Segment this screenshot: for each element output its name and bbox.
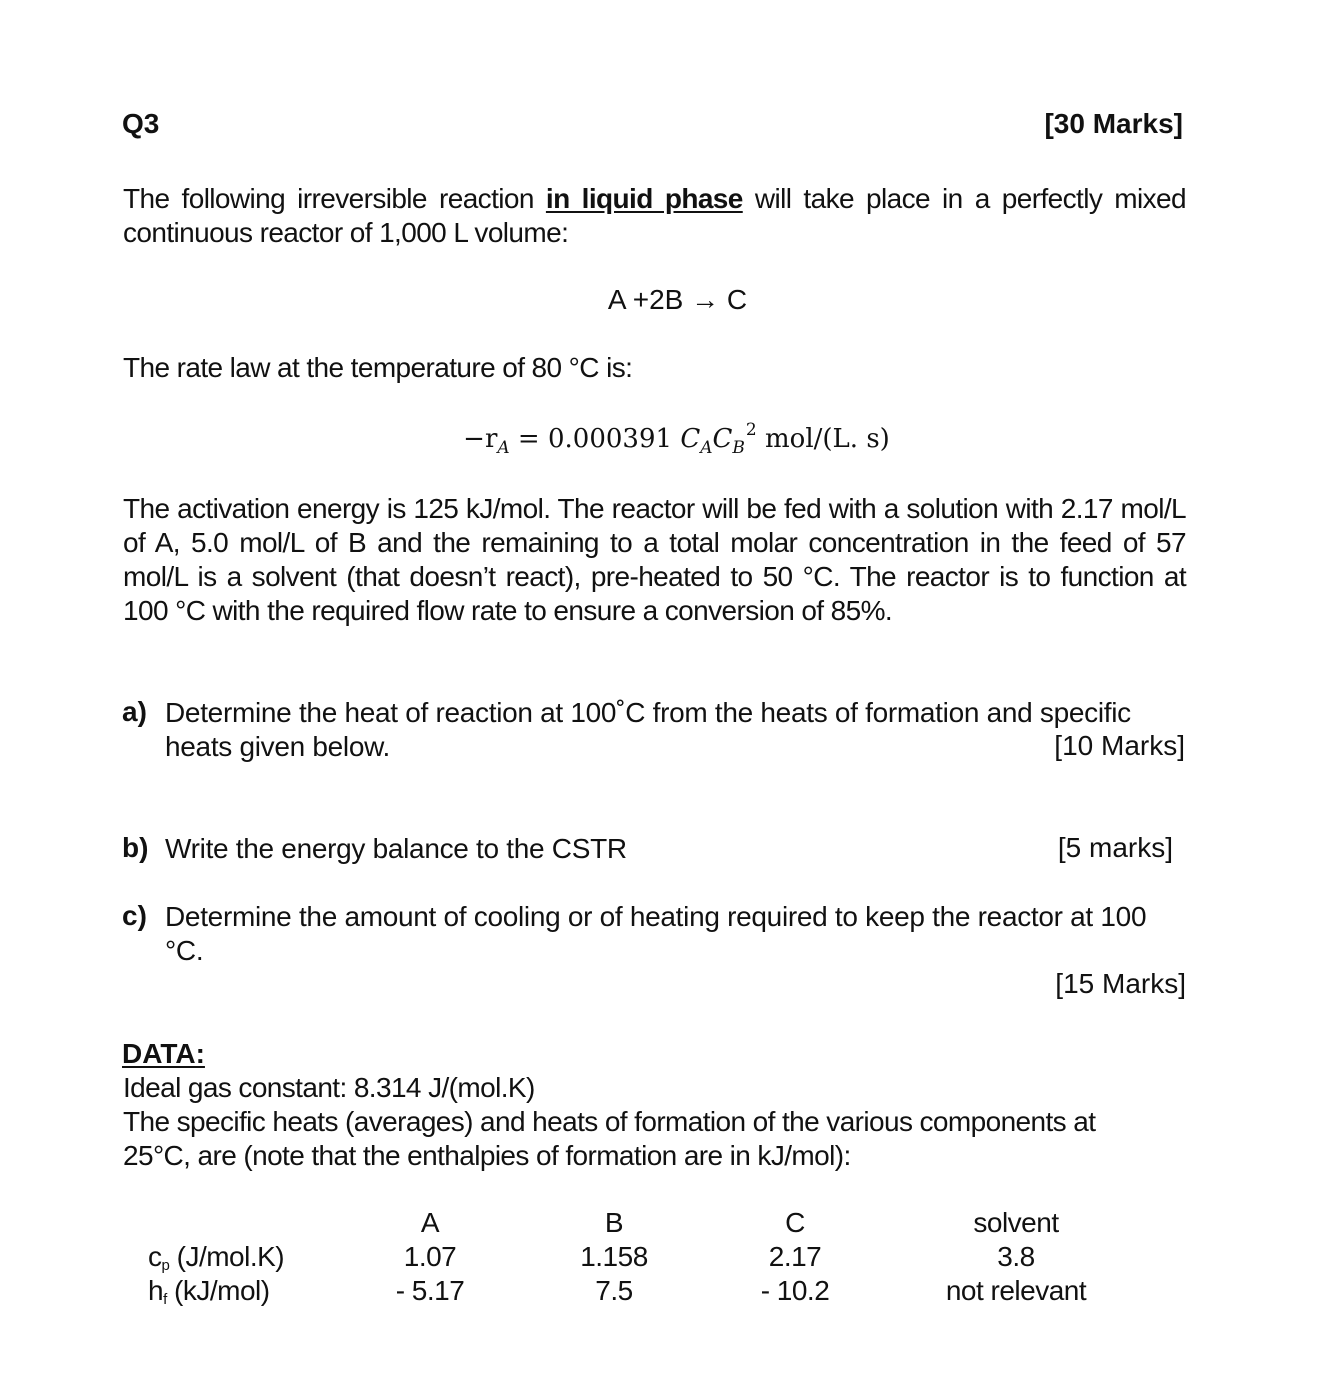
conc-b: C bbox=[712, 424, 733, 454]
intro-text-start: The following irreversible reaction bbox=[123, 183, 546, 214]
cell-cp-solvent: 3.8 bbox=[997, 1241, 1035, 1272]
cell-cp-c: 2.17 bbox=[768, 1241, 822, 1272]
question-a-line1: Determine the heat of reaction at 100˚C from the heats of formation and specific bbox=[165, 697, 1131, 728]
intro-paragraph bbox=[123, 182, 1186, 250]
question-c-line2: °C. bbox=[165, 935, 204, 966]
question-c-text bbox=[165, 900, 1185, 968]
cell-cp-b: 1.158 bbox=[580, 1241, 648, 1272]
rate-lhs-subscript: A bbox=[497, 438, 510, 458]
rate-units: mol/(L. s) bbox=[756, 424, 890, 454]
question-a-text bbox=[165, 696, 1185, 764]
column-header-c: C bbox=[785, 1207, 805, 1238]
rate-lhs: −r bbox=[463, 424, 498, 454]
cell-hf-b: 7.5 bbox=[595, 1275, 633, 1306]
column-header-a: A bbox=[420, 1207, 440, 1238]
row-label-cp-main: c bbox=[148, 1241, 162, 1272]
description-paragraph: The activation energy is 125 kJ/mol. The reactor will be fed with a solution with 2.17 mol/L of A, 5.0 mol/L of B and the remaining to a total molar concentration in the feed of 57 mol/L is a solvent (that doesn’t react), pre-heated to 50 °C. The reactor is to function at 100 °C with the required flow rate to ensure a conversion of 85%. bbox=[123, 493, 1186, 626]
rate-equals: = bbox=[509, 424, 548, 454]
table-intro-line2: 25°C, are (note that the enthalpies of formation are in kJ/mol): bbox=[123, 1140, 851, 1171]
question-c-marks: [15 Marks] bbox=[1055, 968, 1186, 999]
question-a-label: a) bbox=[122, 696, 147, 727]
cell-hf-solvent: not relevant bbox=[945, 1275, 1087, 1306]
row-label-hf-sub: f bbox=[163, 1291, 167, 1308]
rate-coefficient: 0.000391 bbox=[548, 424, 681, 454]
conc-a-subscript: A bbox=[700, 438, 713, 458]
row-label-hf bbox=[148, 1274, 270, 1317]
conc-b-exponent: 2 bbox=[745, 420, 757, 440]
question-a-line2: heats given below. bbox=[165, 731, 390, 762]
cell-cp-a: 1.07 bbox=[403, 1241, 457, 1272]
table-intro-line1: The specific heats (averages) and heats of formation of the various components at bbox=[123, 1106, 1096, 1137]
column-header-b: B bbox=[604, 1207, 624, 1238]
row-label-cp-units: (J/mol.K) bbox=[169, 1241, 285, 1272]
question-a-marks: [10 Marks] bbox=[1054, 730, 1185, 761]
question-b-text: Write the energy balance to the CSTR bbox=[165, 833, 627, 864]
question-number: Q3 bbox=[122, 108, 160, 139]
row-label-hf-main: h bbox=[148, 1275, 164, 1306]
rate-law-equation bbox=[0, 420, 1341, 458]
gas-constant: Ideal gas constant: 8.314 J/(mol.K) bbox=[123, 1072, 535, 1103]
conc-a: C bbox=[680, 424, 701, 454]
column-header-solvent: solvent bbox=[973, 1207, 1059, 1238]
question-c-label: c) bbox=[122, 900, 147, 931]
question-b-label: b) bbox=[122, 832, 149, 863]
intro-emphasis: in liquid phase bbox=[545, 183, 743, 214]
data-heading: DATA: bbox=[122, 1038, 205, 1069]
intro-text-end: will take place in a perfectly mixed continuous reactor of 1,000 L volume: bbox=[123, 183, 1187, 248]
cell-hf-c: - 10.2 bbox=[760, 1275, 830, 1306]
total-marks: [30 Marks] bbox=[1044, 108, 1183, 139]
reaction-equation: A +2B → C bbox=[607, 284, 748, 315]
conc-b-subscript: B bbox=[732, 438, 745, 458]
row-label-hf-units: (kJ/mol) bbox=[166, 1275, 270, 1306]
question-c-line1: Determine the amount of cooling or of heating required to keep the reactor at 100 bbox=[165, 901, 1147, 932]
row-label-cp-sub: p bbox=[161, 1257, 170, 1274]
cell-hf-a: - 5.17 bbox=[395, 1275, 465, 1306]
rate-law-intro: The rate law at the temperature of 80 °C is: bbox=[123, 352, 633, 383]
question-b-marks: [5 marks] bbox=[1057, 832, 1173, 863]
